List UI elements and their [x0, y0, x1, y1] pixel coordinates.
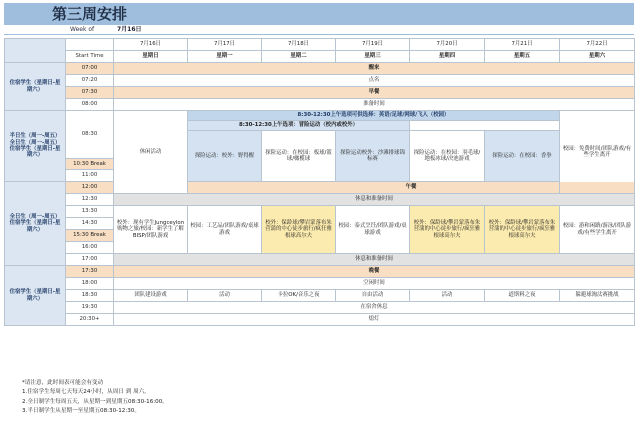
- weekday-cell: 星期五: [485, 51, 560, 63]
- evening-activity: 活动: [188, 290, 262, 302]
- date-cell: 7月17日: [188, 39, 262, 51]
- row-1830: [5, 290, 635, 302]
- divider: [4, 34, 634, 35]
- rest-prep: 休息和准备时间: [114, 194, 635, 206]
- date-row: [5, 39, 635, 51]
- row-1800: [5, 278, 635, 290]
- time-cell: 19:30: [66, 302, 114, 314]
- row-1700: [5, 254, 635, 266]
- note-line: 1.住宿学生每周七天每天24小时，从周日 到 周六。: [22, 389, 150, 396]
- evening-activity: 躲避球淘汰赛挑战: [560, 290, 635, 302]
- time-cell: 07:00: [66, 63, 114, 75]
- weekday-row: [5, 51, 635, 63]
- morning-adventure: 8:30-12:30上午选项：冒险运动（校内或校外）: [188, 121, 410, 131]
- lunch: 午餐: [188, 182, 635, 194]
- time-cell: 17:00: [66, 254, 114, 266]
- evening-activity: 自由活动: [336, 290, 410, 302]
- row-0800: [5, 99, 635, 111]
- group-half-day: 半日生（周一-周五）全日生（周一-周五）住宿学生（星期日-星期六）: [5, 111, 66, 182]
- date-cell: 7月20日: [410, 39, 485, 51]
- mon-afternoon: 校园：工艺品/团队游戏/桌球游戏: [188, 206, 262, 254]
- row-1330: [5, 206, 635, 218]
- date-cell: 7月19日: [336, 39, 410, 51]
- row-0720: [5, 75, 635, 87]
- weekday-cell: 星期日: [114, 51, 188, 63]
- weekday-cell: 星期一: [188, 51, 262, 63]
- weekday-cell: 星期二: [262, 51, 336, 63]
- free-time: 空闲时间: [114, 278, 635, 290]
- group-full-day: 全日生（周一-周五）住宿学生（星期日-星期六）: [5, 182, 66, 266]
- time-cell: 07:20: [66, 75, 114, 87]
- week-value: 7月16日: [117, 26, 142, 33]
- row-1730: [5, 266, 635, 278]
- lights-out: 熄灯: [114, 314, 635, 326]
- roll-call: 点名: [114, 75, 635, 87]
- time-cell: 14:30: [66, 218, 114, 230]
- rest-activity: 休闲活动: [114, 111, 188, 194]
- notes: [22, 379, 622, 417]
- group-header-empty: [5, 39, 66, 63]
- wake-up: 醒来: [114, 63, 635, 75]
- sat-morning: 校园：免费时间/团队游戏/有些学生离开: [560, 111, 635, 194]
- date-cell: 7月18日: [262, 39, 336, 51]
- page-title: 第三周安排: [52, 5, 128, 23]
- evening-activity: 卡拉OK/音乐之夜: [262, 290, 336, 302]
- tue-afternoon: 校外：保龄球/攀岩蒙落布朱营蒲的中心徒步旅行/疯狂雅根球高尔夫: [262, 206, 336, 254]
- time-cell: 17:30: [66, 266, 114, 278]
- fri-afternoon: 校外：保龄球/攀岩蒙落布朱营蒲的中心徒步旅行/疯狂雅根球高尔夫: [485, 206, 560, 254]
- group-residential-bottom: 住宿学生（星期日-星期六）: [5, 266, 66, 326]
- date-cell: 7月22日: [560, 39, 635, 51]
- evening-activity: 团队建设游戏: [114, 290, 188, 302]
- time-cell: 12:30: [66, 194, 114, 206]
- evening-activity: 活动: [410, 290, 485, 302]
- time-cell: 12:00: [66, 182, 114, 194]
- weekday-cell: 星期六: [560, 51, 635, 63]
- time-cell: 15:30 Break: [66, 230, 114, 242]
- morning-options: 8:30-12:30上午选项可供选择：英语/足球/网球/飞人（校园）: [188, 111, 560, 121]
- row-0730: [5, 87, 635, 99]
- start-time-label: Start Time: [66, 51, 114, 63]
- note-line: 2.全日制学生每周五天，从星期一到星期五08:30-16:00。: [22, 398, 168, 405]
- time-cell: 08:00: [66, 99, 114, 111]
- group-residential-top: 住宿学生（星期日-星期六）: [5, 63, 66, 111]
- time-cell: 18:00: [66, 278, 114, 290]
- date-cell: 7月16日: [114, 39, 188, 51]
- time-cell: 08:30: [66, 111, 114, 159]
- sat-afternoon: 校园：游和闲路/游泳/团队游戏/有些学生离开: [560, 206, 635, 254]
- row-1200: [5, 182, 635, 194]
- time-cell: 13:30: [66, 206, 114, 218]
- note-line: *请注意，此时间表可能会有变动: [22, 380, 104, 386]
- prep-time: 准备时间: [114, 99, 635, 111]
- time-cell: 20:30+: [66, 314, 114, 326]
- breakfast: 早餐: [114, 87, 635, 99]
- row-1930: [5, 302, 635, 314]
- blank-cell: [410, 121, 560, 131]
- wed-afternoon: 校园：泰式烹饪/团队游戏/桌球游戏: [336, 206, 410, 254]
- tue-morning: 探险运动：在校园：板球/篮球/橄榄球: [262, 131, 336, 182]
- fri-morning: 探险运动：在校园：香拳: [485, 131, 560, 182]
- row-0700: [5, 63, 635, 75]
- wed-morning: 探险运动校外：沙滩排球锦标赛: [336, 131, 410, 182]
- time-cell: 11:00: [66, 170, 114, 182]
- weekday-cell: 星期三: [336, 51, 410, 63]
- thu-morning: 探险运动：在校园：羽毛球/地板冰球/决池游戏: [410, 131, 485, 182]
- date-cell: 7月21日: [485, 39, 560, 51]
- date-row-empty: [66, 39, 114, 51]
- sun-afternoon: 校外：现有学生Jungceylon购物之旅/校园：新学生了解BISP/团队游戏: [114, 206, 188, 254]
- weekday-cell: 星期四: [410, 51, 485, 63]
- schedule-table: [4, 38, 635, 326]
- dinner: 晚餐: [114, 266, 635, 278]
- row-2030: [5, 314, 635, 326]
- time-cell: 10:30 Break: [66, 159, 114, 170]
- dorm-rest: 在宿舍休息: [114, 302, 635, 314]
- row-0830-a: [5, 111, 635, 121]
- note-line: 3.半日制学生从星期一至星期五08:30-12:30。: [22, 408, 140, 415]
- time-cell: 07:30: [66, 87, 114, 99]
- time-cell: 16:00: [66, 242, 114, 254]
- rest-prep-2: 休息和准备时间: [114, 254, 635, 266]
- time-cell: 18:30: [66, 290, 114, 302]
- mon-morning: 探险运动：校外：野得醒: [188, 131, 262, 182]
- evening-activity: 道斯料之夜: [485, 290, 560, 302]
- row-1230: [5, 194, 635, 206]
- thu-afternoon: 校外：保龄球/攀岩蒙落布朱营蒲的中心徒步旅行/疯狂雅根球高尔夫: [410, 206, 485, 254]
- week-label: Week of: [70, 26, 95, 33]
